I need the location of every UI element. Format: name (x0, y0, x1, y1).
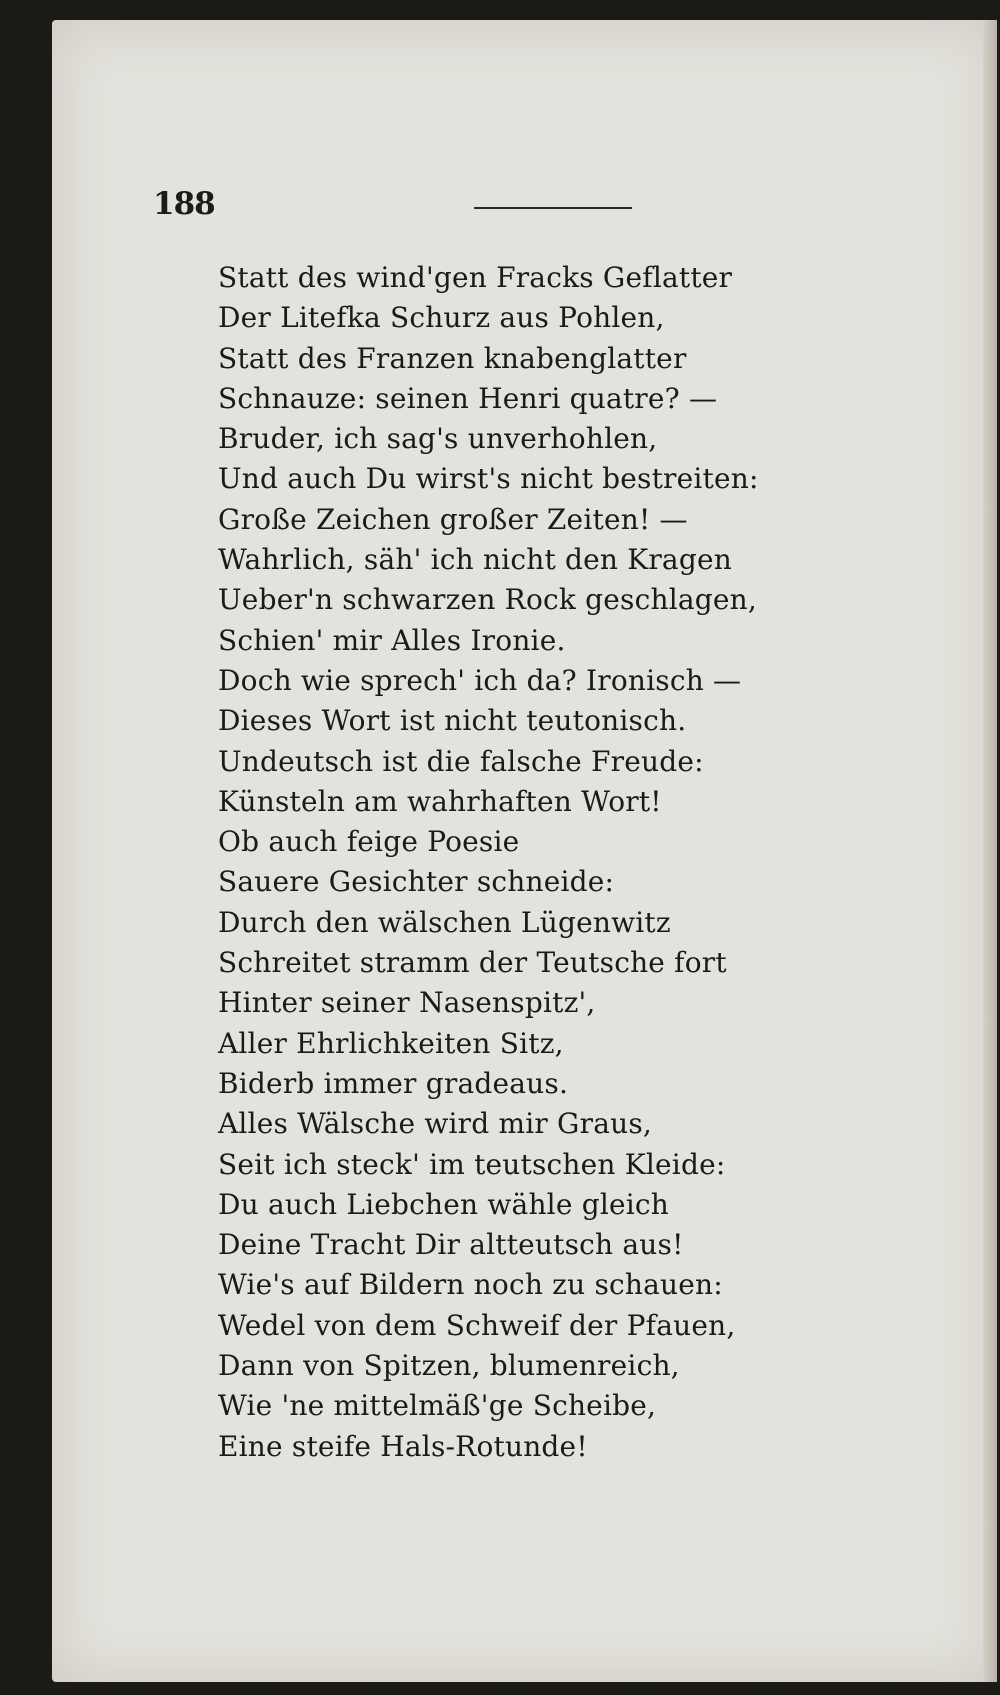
poem-line: Statt des Franzen knabenglatter (218, 341, 687, 375)
poem-line: Große Zeichen großer Zeiten! — (218, 502, 688, 536)
poem-line: Schreitet stramm der Teutsche fort (218, 946, 727, 980)
page-edge (983, 20, 997, 1682)
poem-line: Und auch Du wirst's nicht bestreiten: (218, 462, 759, 496)
poem-line: Bruder, ich sag's unverhohlen, (218, 422, 658, 456)
poem-line: Eine steife Hals-Rotunde! (218, 1429, 588, 1463)
poem-line: Alles Wälsche wird mir Graus, (218, 1107, 652, 1141)
poem-line: Wie's auf Bildern noch zu schauen: (218, 1268, 723, 1302)
poem-line: Schnauze: seinen Henri quatre? — (218, 381, 718, 415)
poem-line: Du auch Liebchen wähle gleich (218, 1187, 670, 1221)
poem-line: Wahrlich, säh' ich nicht den Kragen (218, 543, 732, 577)
page-number: 188 (153, 186, 215, 222)
poem-line: Sauere Gesichter schneide: (218, 865, 615, 899)
poem-line: Durch den wälschen Lügenwitz (218, 905, 671, 939)
poem-line: Hinter seiner Nasenspitz', (218, 986, 596, 1020)
poem-line: Statt des wind'gen Fracks Geflatter (218, 261, 733, 294)
poem-line: Deine Tracht Dir altteutsch aus! (218, 1228, 684, 1262)
poem-line: Ueber'n schwarzen Rock geschlagen, (218, 583, 758, 617)
poem-line: Wie 'ne mittelmäß'ge Scheibe, (218, 1389, 657, 1423)
poem-line: Ob auch feige Poesie (218, 825, 520, 859)
poem-line: Aller Ehrlichkeiten Sitz, (218, 1026, 564, 1060)
poem-line: Wedel von dem Schweif der Pfauen, (218, 1308, 736, 1342)
poem-line: Doch wie sprech' ich da? Ironisch — (218, 663, 742, 697)
poem-line: Undeutsch ist die falsche Freude: (218, 744, 704, 778)
poem-line: Seit ich steck' im teutschen Kleide: (218, 1147, 726, 1181)
poem-text (218, 258, 778, 1467)
poem-line: Künsteln am wahrhaften Wort! (218, 784, 662, 818)
header-rule (474, 207, 632, 209)
poem-line: Der Litefka Schurz aus Pohlen, (218, 301, 665, 335)
poem-line: Dann von Spitzen, blumenreich, (218, 1349, 680, 1383)
poem-line: Dieses Wort ist nicht teutonisch. (218, 704, 687, 738)
poem-line: Biderb immer gradeaus. (218, 1066, 569, 1100)
poem-line: Schien' mir Alles Ironie. (218, 623, 566, 657)
